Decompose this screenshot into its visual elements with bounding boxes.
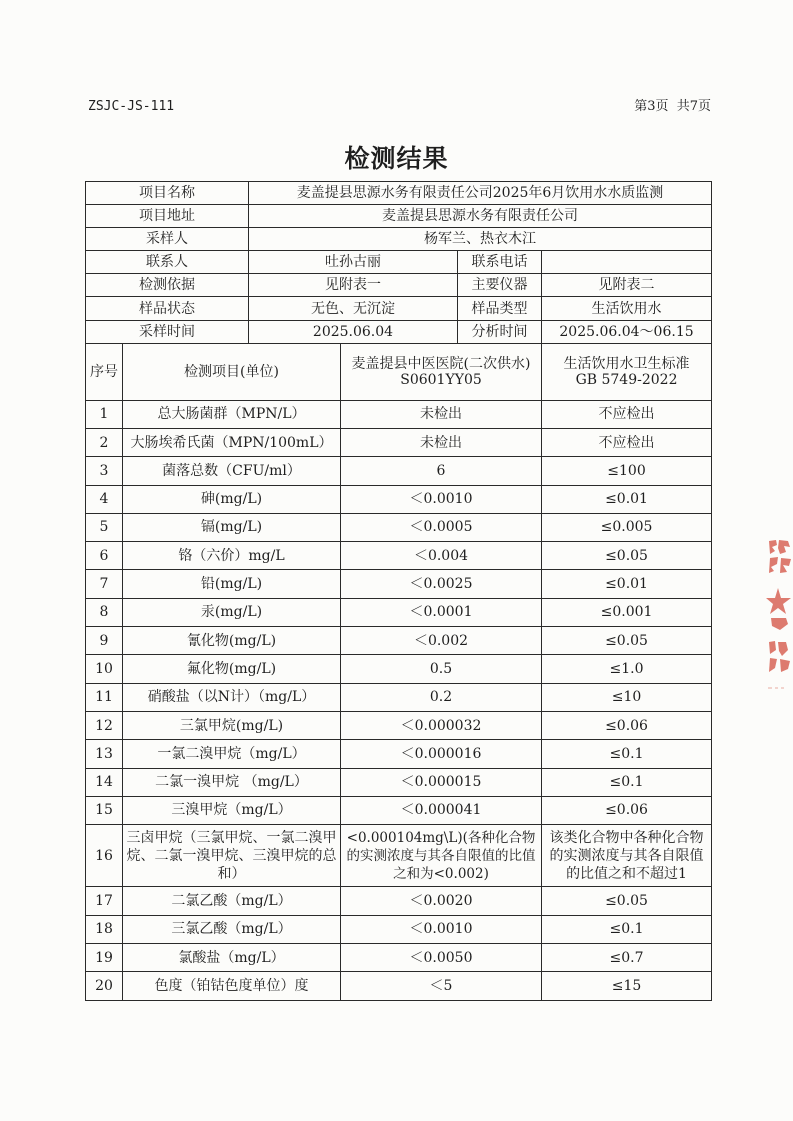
limit-cell: ≤15 xyxy=(542,972,712,1000)
result-cell: <0.000104mg\L)(各种化合物的实测浓度与其各自限值的比值之和为<0.002) xyxy=(341,825,542,887)
limit-cell: ≤0.005 xyxy=(542,513,712,541)
project-name-value: 麦盖提县思源水务有限责任公司2025年6月饮用水水质监测 xyxy=(249,182,712,205)
item-cell: 三氯甲烷(mg/L) xyxy=(123,711,341,739)
sampler-value: 杨军兰、热衣木江 xyxy=(249,228,712,251)
table-row xyxy=(86,796,712,824)
item-cell: 氟化物(mg/L) xyxy=(123,655,341,683)
item-cell: 汞(mg/L) xyxy=(123,598,341,626)
seq-cell: 19 xyxy=(86,943,123,971)
header-standard-name: 生活饮用水卫生标准 xyxy=(563,355,690,372)
item-cell: 二氯乙酸（mg/L） xyxy=(123,887,341,915)
item-cell: 总大肠菌群（MPN/L） xyxy=(123,400,341,428)
table-row xyxy=(86,887,712,915)
seal-mark-icon xyxy=(766,538,793,703)
table-row xyxy=(86,598,712,626)
info-row-contact xyxy=(86,251,712,274)
instrument-value: 见附表二 xyxy=(542,274,712,297)
document-code: ZSJC-JS-111 xyxy=(88,99,175,114)
page-title: 检测结果 xyxy=(344,144,449,173)
item-cell: 砷(mg/L) xyxy=(123,485,341,513)
limit-cell: ≤100 xyxy=(542,457,712,485)
table-row xyxy=(86,655,712,683)
table-row xyxy=(86,513,712,541)
seq-cell: 18 xyxy=(86,915,123,943)
sample-state-label: 样品状态 xyxy=(86,297,249,320)
limit-cell: ≤0.06 xyxy=(542,711,712,739)
contact-value: 吐孙古丽 xyxy=(249,251,458,274)
table-row xyxy=(86,627,712,655)
seq-cell: 14 xyxy=(86,768,123,796)
seq-cell: 6 xyxy=(86,542,123,570)
result-cell: ＜0.000016 xyxy=(341,740,542,768)
phone-label: 联系电话 xyxy=(458,251,542,274)
project-name-label: 项目名称 xyxy=(86,182,249,205)
item-cell: 一氯二溴甲烷（mg/L） xyxy=(123,740,341,768)
sample-type-value: 生活饮用水 xyxy=(542,297,712,320)
item-cell: 铬（六价）mg/L xyxy=(123,542,341,570)
seq-cell: 4 xyxy=(86,485,123,513)
result-cell: ＜0.0010 xyxy=(341,915,542,943)
sample-type-label: 样品类型 xyxy=(458,297,542,320)
result-cell: 0.5 xyxy=(341,655,542,683)
item-cell: 三氯乙酸（mg/L） xyxy=(123,915,341,943)
red-seal-stamp xyxy=(766,538,793,703)
limit-cell: ≤0.05 xyxy=(542,542,712,570)
result-cell: ＜0.000032 xyxy=(341,711,542,739)
item-cell: 三卤甲烷（三氯甲烷、一氯二溴甲烷、二氯一溴甲烷、三溴甲烷的总和） xyxy=(123,825,341,887)
sample-state-value: 无色、无沉淀 xyxy=(249,297,458,320)
limit-cell: ≤10 xyxy=(542,683,712,711)
seq-cell: 7 xyxy=(86,570,123,598)
results-body xyxy=(86,400,712,1000)
limit-cell: ≤0.1 xyxy=(542,915,712,943)
seq-cell: 20 xyxy=(86,972,123,1000)
seq-cell: 2 xyxy=(86,428,123,456)
sampling-time-value: 2025.06.04 xyxy=(249,320,458,343)
seq-cell: 13 xyxy=(86,740,123,768)
instrument-label: 主要仪器 xyxy=(458,274,542,297)
contact-label: 联系人 xyxy=(86,251,249,274)
item-cell: 铅(mg/L) xyxy=(123,570,341,598)
limit-cell: ≤0.1 xyxy=(542,768,712,796)
limit-cell: ≤1.0 xyxy=(542,655,712,683)
result-cell: 未检出 xyxy=(341,400,542,428)
table-row xyxy=(86,570,712,598)
info-row-sample-state xyxy=(86,297,712,320)
item-cell: 镉(mg/L) xyxy=(123,513,341,541)
seq-cell: 16 xyxy=(86,825,123,887)
result-cell: ＜0.0010 xyxy=(341,485,542,513)
limit-cell: ≤0.01 xyxy=(542,570,712,598)
table-row xyxy=(86,915,712,943)
table-row xyxy=(86,711,712,739)
table-row xyxy=(86,428,712,456)
seq-cell: 9 xyxy=(86,627,123,655)
item-cell: 三溴甲烷（mg/L） xyxy=(123,796,341,824)
limit-cell: 不应检出 xyxy=(542,400,712,428)
table-row xyxy=(86,400,712,428)
result-cell: ＜0.0025 xyxy=(341,570,542,598)
info-row-project-name xyxy=(86,182,712,205)
result-cell: 6 xyxy=(341,457,542,485)
seq-cell: 3 xyxy=(86,457,123,485)
table-row xyxy=(86,943,712,971)
results-table xyxy=(85,181,712,1001)
limit-cell: ≤0.001 xyxy=(542,598,712,626)
limit-cell: ≤0.7 xyxy=(542,943,712,971)
item-cell: 二氯一溴甲烷 （mg/L） xyxy=(123,768,341,796)
table-row xyxy=(86,485,712,513)
result-cell: ＜0.0050 xyxy=(341,943,542,971)
seq-cell: 8 xyxy=(86,598,123,626)
limit-cell: 该类化合物中各种化合物的实测浓度与其各自限值的比值之和不超过1 xyxy=(542,825,712,887)
analysis-time-label: 分析时间 xyxy=(458,320,542,343)
item-cell: 菌落总数（CFU/ml） xyxy=(123,457,341,485)
result-cell: ＜0.0020 xyxy=(341,887,542,915)
result-cell: ＜5 xyxy=(341,972,542,1000)
seq-cell: 10 xyxy=(86,655,123,683)
limit-cell: ≤0.05 xyxy=(542,627,712,655)
seq-cell: 11 xyxy=(86,683,123,711)
info-row-basis xyxy=(86,274,712,297)
table-row xyxy=(86,740,712,768)
phone-value xyxy=(542,251,712,274)
table-row xyxy=(86,825,712,887)
results-header-row xyxy=(86,343,712,400)
result-cell: ＜0.0001 xyxy=(341,598,542,626)
item-cell: 大肠埃希氏菌（MPN/100mL） xyxy=(123,428,341,456)
info-row-project-address xyxy=(86,205,712,228)
table-row xyxy=(86,683,712,711)
seq-cell: 17 xyxy=(86,887,123,915)
table-row xyxy=(86,457,712,485)
header-seq: 序号 xyxy=(86,343,123,400)
info-section xyxy=(86,182,712,401)
sampling-time-label: 采样时间 xyxy=(86,320,249,343)
analysis-time-value: 2025.06.04～06.15 xyxy=(542,320,712,343)
table-row xyxy=(86,542,712,570)
header-item: 检测项目(单位) xyxy=(123,343,341,400)
info-row-sampling-time xyxy=(86,320,712,343)
result-cell: ＜0.000015 xyxy=(341,768,542,796)
result-cell: ＜0.000041 xyxy=(341,796,542,824)
seq-cell: 15 xyxy=(86,796,123,824)
page-number: 第3页 共7页 xyxy=(634,99,711,114)
header-sample-id: S0601YY05 xyxy=(400,371,482,388)
item-cell: 氯酸盐（mg/L） xyxy=(123,943,341,971)
result-cell: ＜0.002 xyxy=(341,627,542,655)
item-cell: 氰化物(mg/L) xyxy=(123,627,341,655)
seq-cell: 1 xyxy=(86,400,123,428)
result-cell: 0.2 xyxy=(341,683,542,711)
result-cell: ＜0.004 xyxy=(341,542,542,570)
item-cell: 硝酸盐（以N计）（mg/L） xyxy=(123,683,341,711)
table-row xyxy=(86,972,712,1000)
project-address-label: 项目地址 xyxy=(86,205,249,228)
limit-cell: ≤0.01 xyxy=(542,485,712,513)
result-cell: 未检出 xyxy=(341,428,542,456)
info-row-sampler xyxy=(86,228,712,251)
sampler-label: 采样人 xyxy=(86,228,249,251)
header-sample-name: 麦盖提县中医医院(二次供水) xyxy=(351,355,531,372)
table-row xyxy=(86,768,712,796)
item-cell: 色度（铂钴色度单位）度 xyxy=(123,972,341,1000)
limit-cell: ≤0.05 xyxy=(542,887,712,915)
header-standard xyxy=(542,343,712,400)
seq-cell: 5 xyxy=(86,513,123,541)
header-sample xyxy=(341,343,542,400)
header-standard-code: GB 5749-2022 xyxy=(575,371,678,388)
basis-label: 检测依据 xyxy=(86,274,249,297)
basis-value: 见附表一 xyxy=(249,274,458,297)
limit-cell: 不应检出 xyxy=(542,428,712,456)
limit-cell: ≤0.06 xyxy=(542,796,712,824)
seq-cell: 12 xyxy=(86,711,123,739)
result-cell: ＜0.0005 xyxy=(341,513,542,541)
limit-cell: ≤0.1 xyxy=(542,740,712,768)
project-address-value: 麦盖提县思源水务有限责任公司 xyxy=(249,205,712,228)
